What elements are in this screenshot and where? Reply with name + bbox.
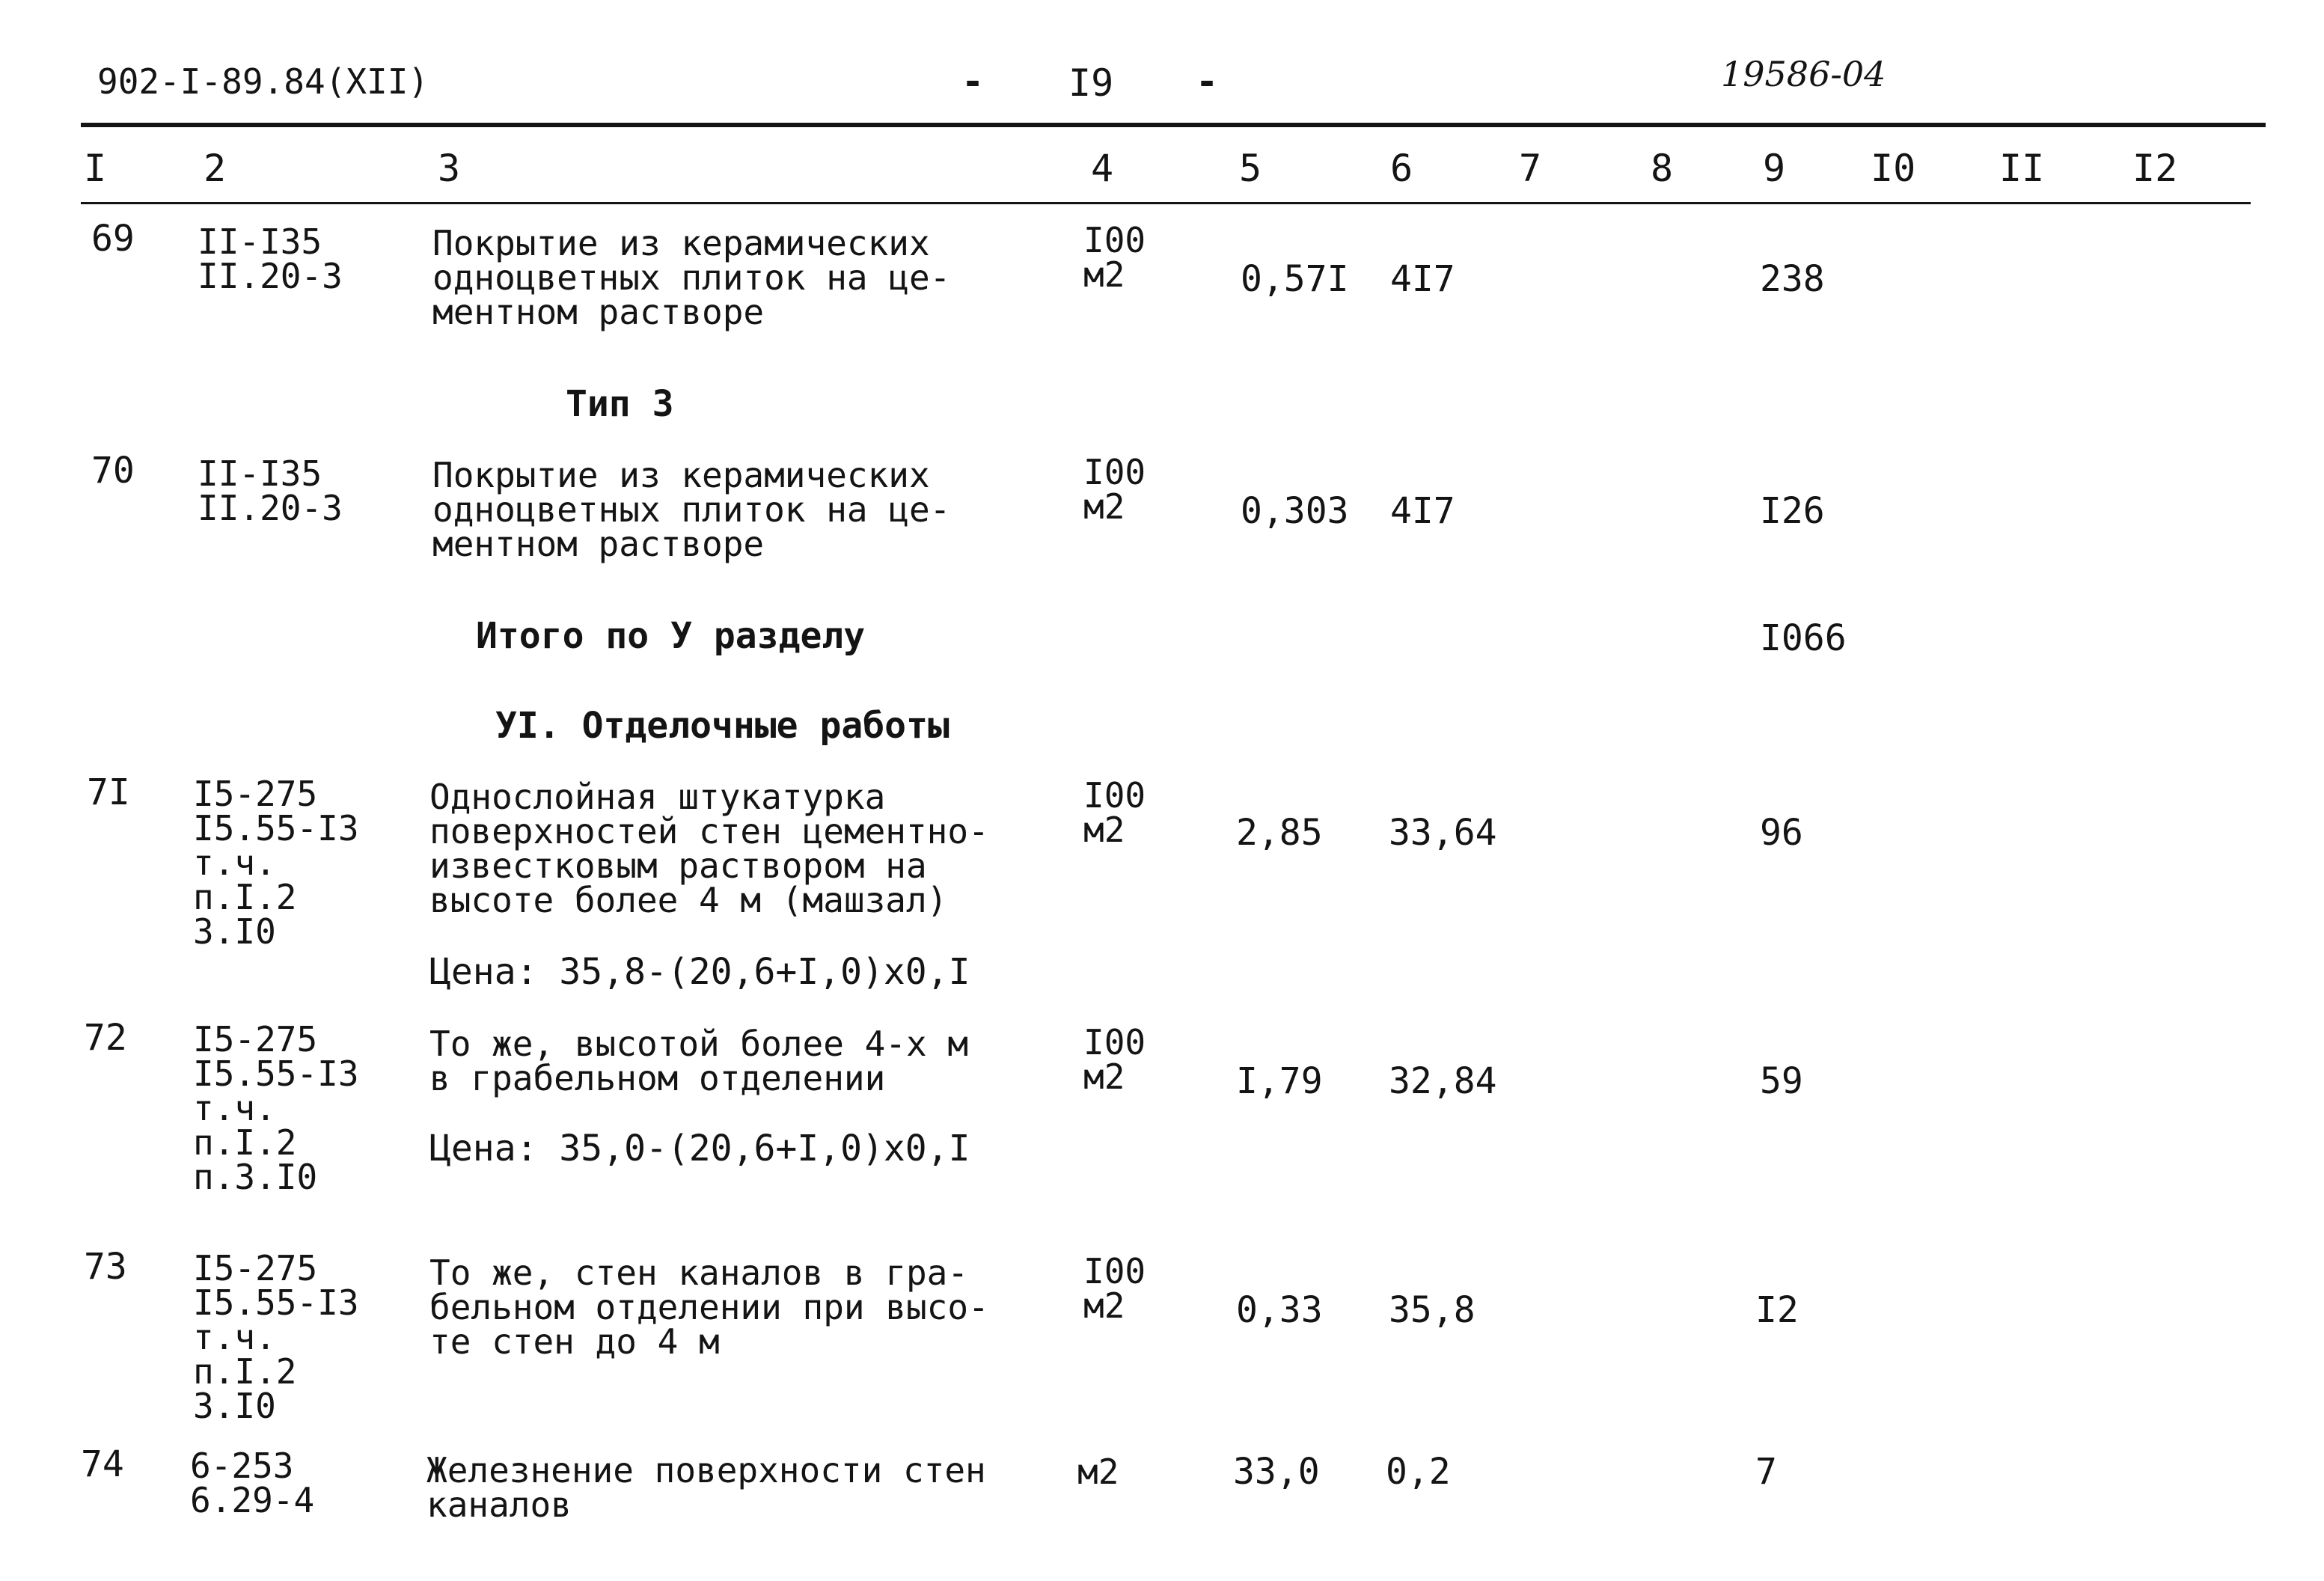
quantity: 0,57I — [1241, 258, 1349, 300]
unit: I00 м2 — [1083, 1251, 1146, 1326]
document-code: 902-I-89.84(XII) — [97, 61, 429, 102]
column-header-5: 5 — [1239, 147, 1262, 190]
unit: м2 — [1077, 1452, 1119, 1492]
total-cost: 96 — [1760, 812, 1803, 854]
unit: I00 м2 — [1083, 1022, 1146, 1097]
column-header-10: I0 — [1871, 147, 1916, 190]
column-header-3: 3 — [438, 147, 461, 190]
unit-price: 4I7 — [1390, 490, 1455, 532]
total-cost: 238 — [1760, 258, 1825, 300]
total-cost: I2 — [1755, 1289, 1799, 1331]
work-description: То же, высотой более 4-х м в грабельном отделении — [429, 1024, 969, 1098]
column-header-9: 9 — [1763, 147, 1786, 190]
row-number: 69 — [91, 218, 135, 260]
archive-number: 19586-04 — [1721, 54, 1886, 94]
rate-code: II-I35 II.20-3 — [198, 453, 343, 528]
quantity: 2,85 — [1236, 812, 1323, 854]
column-header-11: II — [1999, 147, 2045, 190]
column-header-8: 8 — [1651, 147, 1674, 190]
rate-code: I5-275 I5.55-I3 т.ч. п.I.2 3.I0 — [193, 1248, 359, 1426]
unit-price: 32,84 — [1389, 1060, 1497, 1102]
column-header-7: 7 — [1519, 147, 1542, 190]
section-heading: Тип 3 — [566, 383, 674, 425]
subtotal-label: Итого по У разделу — [476, 615, 866, 657]
work-description: То же, стен каналов в гра- бельном отделении при высо- те стен до 4 м — [429, 1253, 989, 1362]
unit: I00 м2 — [1083, 220, 1146, 295]
section-heading: УI. Отделочные работы — [495, 705, 950, 747]
rate-code: I5-275 I5.55-I3 т.ч. п.I.2 3.I0 — [193, 774, 359, 952]
column-header-4: 4 — [1091, 147, 1114, 190]
header-dash-right: - — [1196, 60, 1219, 103]
unit-price: 35,8 — [1389, 1289, 1476, 1331]
row-number: 72 — [84, 1017, 127, 1059]
header-dash-left: - — [961, 60, 985, 103]
column-header-12: I2 — [2132, 147, 2178, 190]
total-cost: 59 — [1760, 1060, 1803, 1102]
work-description: Железнение поверхности стен каналов — [426, 1450, 986, 1525]
price-formula: Цена: 35,8-(20,6+I,0)x0,I — [429, 951, 970, 993]
unit-price: 33,64 — [1389, 812, 1497, 854]
page-number: I9 — [1068, 61, 1114, 105]
row-number: 74 — [81, 1443, 124, 1485]
price-formula: Цена: 35,0-(20,6+I,0)x0,I — [429, 1128, 970, 1169]
header-rule — [81, 123, 2266, 127]
total-cost: I26 — [1760, 490, 1825, 532]
unit-price: 4I7 — [1390, 258, 1455, 300]
quantity: I,79 — [1236, 1060, 1323, 1102]
total-cost: 7 — [1755, 1451, 1777, 1493]
row-number: 7I — [87, 771, 130, 813]
column-header-rule — [81, 202, 2251, 204]
rate-code: I5-275 I5.55-I3 т.ч. п.I.2 п.3.I0 — [193, 1019, 359, 1197]
work-description: Покрытие из керамических одноцветных плиток на це- ментном растворе — [432, 223, 951, 332]
column-header-2: 2 — [204, 147, 227, 190]
work-description: Однослойная штукатурка поверхностей стен цементно- известковым раствором на высоте более 4 м (машзал) — [429, 777, 989, 920]
subtotal-value: I066 — [1760, 617, 1847, 659]
row-number: 73 — [84, 1246, 127, 1288]
unit: I00 м2 — [1083, 452, 1146, 527]
column-header-1: I — [84, 147, 107, 190]
quantity: 0,303 — [1241, 490, 1349, 532]
quantity: 0,33 — [1236, 1289, 1323, 1331]
column-header-6: 6 — [1390, 147, 1413, 190]
unit-price: 0,2 — [1386, 1451, 1451, 1493]
rate-code: 6-253 6.29-4 — [190, 1446, 315, 1520]
quantity: 33,0 — [1233, 1451, 1320, 1493]
row-number: 70 — [91, 450, 135, 492]
unit: I00 м2 — [1083, 775, 1146, 850]
rate-code: II-I35 II.20-3 — [198, 221, 343, 296]
work-description: Покрытие из керамических одноцветных плиток на це- ментном растворе — [432, 455, 951, 564]
